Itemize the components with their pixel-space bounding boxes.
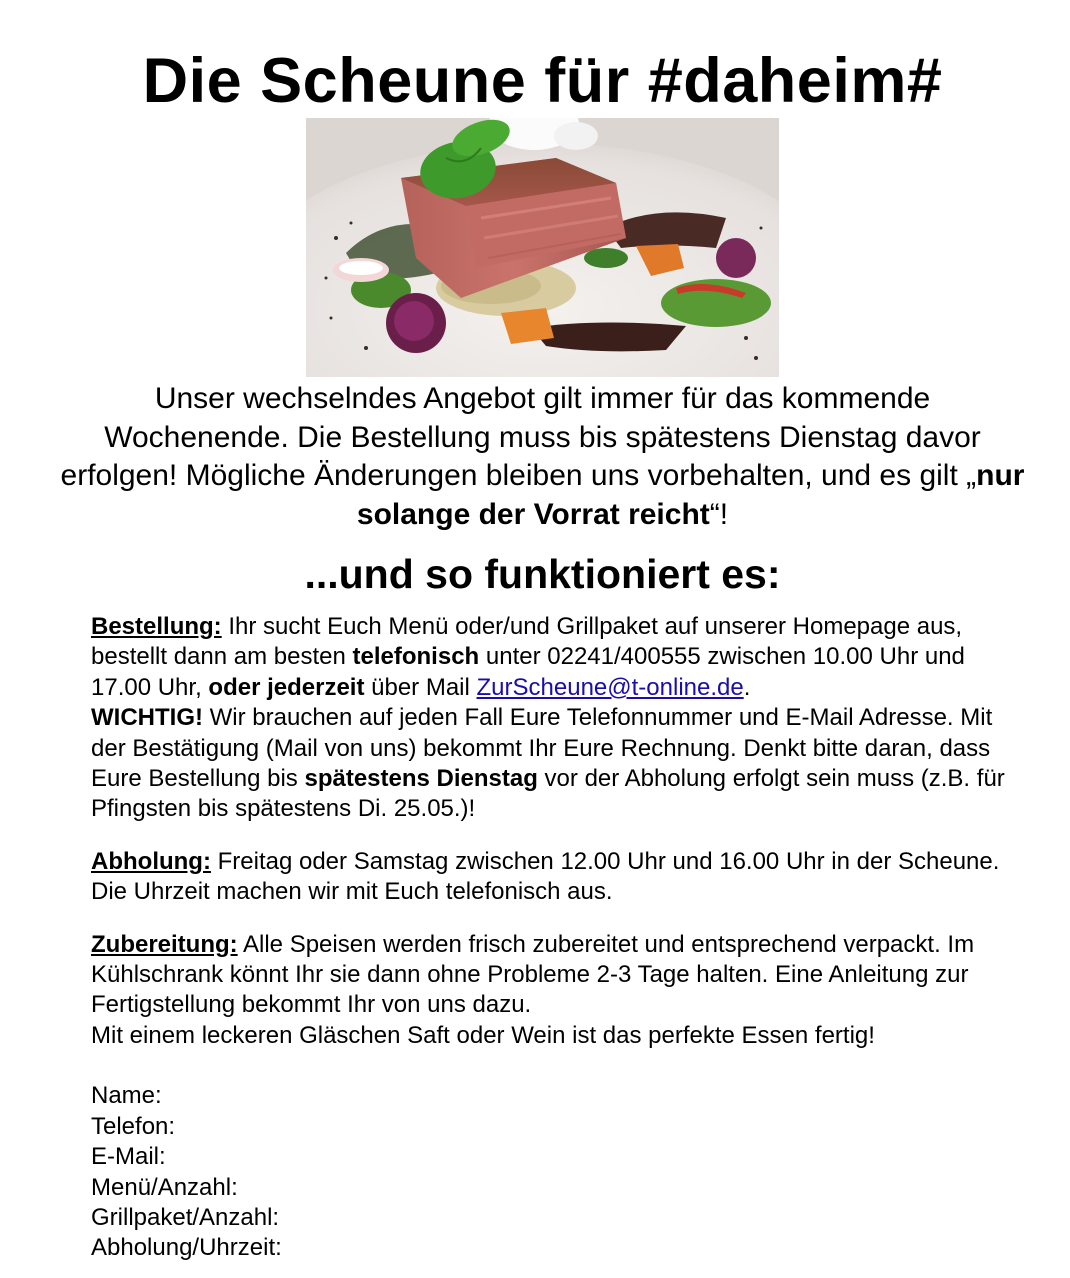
abholung-paragraph <box>91 847 1011 908</box>
intro-text: Unser wechselndes Angebot gilt immer für das kommende Wochenende. Die Bestellung muss bis spätestens Dienstag davor erfolgen! Mögliche Änderungen bleiben uns vorbehalten, und es gilt „ <box>60 382 981 492</box>
form-abholung-label: Abholung/Uhrzeit: <box>91 1234 282 1262</box>
bestellung-text-6: vor der Abholung erfolgt sein muss (z.B. für Pfingsten bis spätestens Di. 25.05.)! <box>91 765 1005 823</box>
zubereitung-text: Alle Speisen werden frisch zubereitet und entsprechend verpackt. Im Kühlschrank könnt Ihr sie dann ohne Probleme 2-3 Tage halten. Eine Anleitung zur Fertigstellung bekommt Ihr von uns dazu. <box>91 930 975 1019</box>
page-title: Die Scheune für #daheim# <box>142 46 943 116</box>
abholung-text: Freitag oder Samstag zwischen 12.00 Uhr und 16.00 Uhr in der Scheune. Die Uhrzeit machen wir mit Euch telefonisch aus. <box>91 847 1000 906</box>
bestellung-text-1: Ihr sucht Euch Menü oder/und Grillpaket auf unserer Homepage aus, bestellt dann am besten <box>91 613 963 671</box>
form-telefon-label: Telefon: <box>91 1112 176 1140</box>
instructions <box>91 612 1011 1264</box>
form-grill-label: Grillpaket/Anzahl: <box>91 1203 280 1231</box>
email-link[interactable]: ZurScheune@t-online.de <box>476 673 744 701</box>
bestellung-bold-jederzeit: oder jederzeit <box>208 673 365 701</box>
bestellung-bold-telefonisch: telefonisch <box>352 643 480 671</box>
order-form <box>91 1081 1011 1263</box>
intro-text-end: “! <box>709 497 729 531</box>
section-heading: ...und so funktioniert es: <box>304 551 781 597</box>
form-email-label: E-Mail: <box>91 1143 166 1171</box>
bestellung-text-2: unter 02241/400555 zwischen 10.00 Uhr und 17.00 Uhr, <box>91 643 965 701</box>
form-name-label: Name: <box>91 1082 162 1110</box>
bestellung-label: Bestellung: <box>91 613 222 640</box>
bestellung-bold-deadline: spätestens Dienstag <box>304 765 538 793</box>
form-menu-label: Menü/Anzahl: <box>91 1173 238 1201</box>
wichtig-label: WICHTIG! <box>91 704 203 732</box>
bestellung-text-5: Wir brauchen auf jeden Fall Eure Telefonnummer und E-Mail Adresse. Mit der Bestätigung (Mail von uns) bekommt Ihr Eure Rechnung. Denkt bitte daran, dass Eure Bestellung bis <box>91 704 993 793</box>
intro-paragraph <box>60 380 1025 534</box>
intro-bold: nur solange der Vorrat reicht <box>356 459 1025 531</box>
bestellung-paragraph <box>91 612 1011 825</box>
zubereitung-closing: Mit einem leckeren Gläschen Saft oder Wein ist das perfekte Essen fertig! <box>91 1021 875 1049</box>
dish-photo <box>306 118 779 377</box>
zubereitung-paragraph <box>91 930 1011 1052</box>
bestellung-text-4: . <box>743 673 751 701</box>
zubereitung-label: Zubereitung: <box>91 930 238 958</box>
abholung-label: Abholung: <box>91 847 211 875</box>
bestellung-text-3: über Mail <box>364 673 477 701</box>
